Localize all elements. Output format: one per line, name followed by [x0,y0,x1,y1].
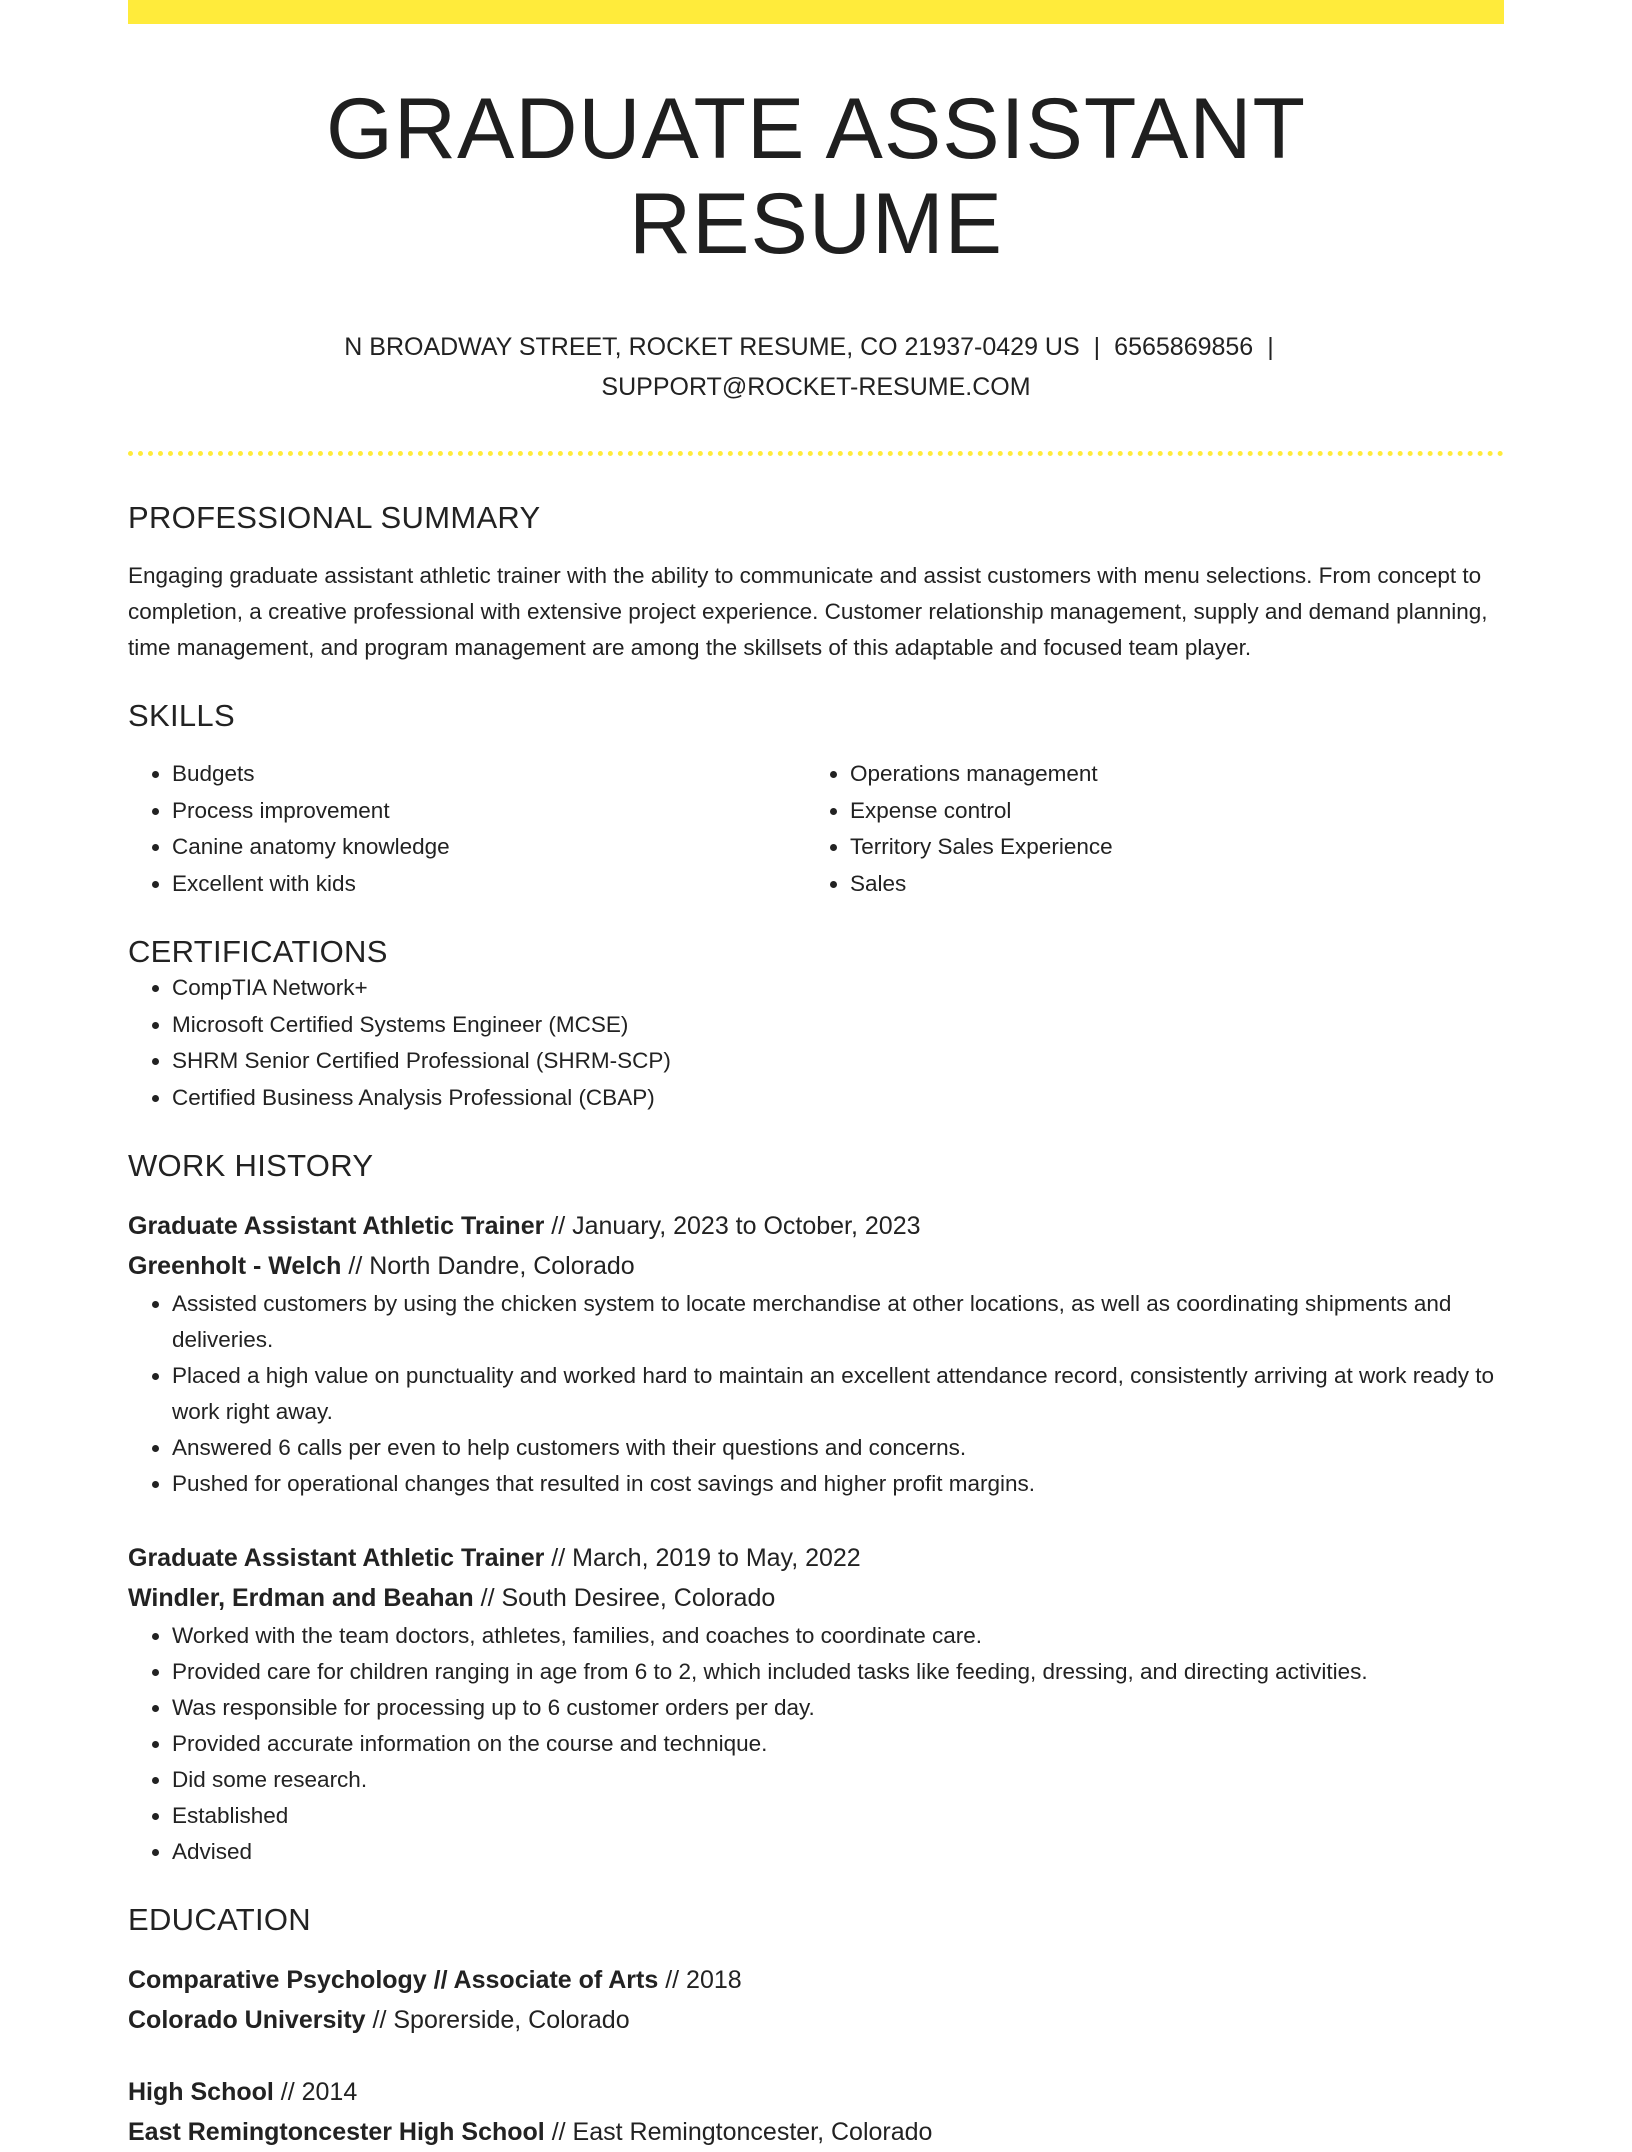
education-degree-line [128,1960,1504,2000]
job-duty-item: • Worked with the team doctors, athletes, families, and coaches to coordinate care. [172,1618,1504,1654]
skills-list-right [806,756,1484,902]
skills-column-left [128,756,806,902]
education-heading: EDUCATION [128,1902,311,1938]
education-school-line [128,2112,1504,2152]
header-divider [128,451,1504,456]
contact-separator: | [1267,333,1274,362]
skills-list-left [128,756,806,902]
education-location: East Remingtoncester, Colorado [572,2118,933,2147]
education-degree-line [128,2072,1504,2112]
job-company: Greenholt - Welch [128,1252,342,1281]
certifications-heading: CERTIFICATIONS [128,934,388,970]
education-degree: High School [128,2078,274,2107]
contact-email: SUPPORT@ROCKET-RESUME.COM [601,373,1031,402]
job-divider: // [341,1252,370,1281]
education-entry [128,1960,1504,2040]
education-divider: // [365,2006,394,2035]
job-divider: // [544,1212,573,1241]
skill-item: • Canine anatomy knowledge [172,829,806,866]
resume-title: GRADUATE ASSISTANT RESUME [325,81,1307,272]
job-company-line [128,1578,1504,1618]
certification-item: • Microsoft Certified Systems Engineer (MCSE) [172,1007,1504,1044]
skill-item: • Sales [850,866,1484,903]
resume-page [128,0,1504,2152]
education-divider: // [658,1966,687,1995]
job-location: South Desiree, Colorado [501,1584,776,1613]
education-year: 2018 [686,1966,742,1995]
job-divider: // [473,1584,502,1613]
job-duty-item: • Placed a high value on punctuality and worked hard to maintain an excellent attendance record, consistently arriving at work ready to work right away. [172,1358,1504,1430]
education-school-line [128,2000,1504,2040]
job-title-line [128,1206,1504,1246]
job-duties-list [128,1286,1504,1502]
job-entry [128,1206,1504,1502]
job-duty-item: • Provided care for children ranging in age from 6 to 2, which included tasks like feeding, dressing, and directing activities. [172,1654,1504,1690]
contact-info [128,327,1504,407]
skill-item: • Expense control [850,793,1484,830]
job-entry [128,1538,1504,1870]
contact-address: N BROADWAY STREET, ROCKET RESUME, CO 21937-0429 US [344,333,1080,362]
education-school: Colorado University [128,2006,366,2035]
job-duty-item: • Advised [172,1834,1504,1870]
certification-item: • Certified Business Analysis Professional (CBAP) [172,1080,1504,1117]
skill-item: • Excellent with kids [172,866,806,903]
job-dates: January, 2023 to October, 2023 [572,1212,921,1241]
job-duty-item: • Established [172,1798,1504,1834]
education-school: East Remingtoncester High School [128,2118,545,2147]
job-duty-item: • Answered 6 calls per even to help customers with their questions and concerns. [172,1430,1504,1466]
education-divider: // [273,2078,302,2107]
job-title: Graduate Assistant Athletic Trainer [128,1212,545,1241]
education-year: 2014 [301,2078,358,2107]
skill-item: • Operations management [850,756,1484,793]
education-entry [128,2072,1504,2152]
education-location: Sporerside, Colorado [393,2006,630,2035]
job-duty-item: • Provided accurate information on the course and technique. [172,1726,1504,1762]
contact-separator: | [1093,333,1101,362]
skills-column-right [806,756,1484,902]
job-duties-list [128,1618,1504,1870]
summary-heading: PROFESSIONAL SUMMARY [128,500,541,536]
job-dates: March, 2019 to May, 2022 [572,1544,861,1573]
skill-item: • Budgets [172,756,806,793]
job-duty-item: • Was responsible for processing up to 6 customer orders per day. [172,1690,1504,1726]
job-title: Graduate Assistant Athletic Trainer [128,1544,545,1573]
skills-heading: SKILLS [128,698,235,734]
job-company-line [128,1246,1504,1286]
certification-item: • CompTIA Network+ [172,970,1504,1007]
summary-text: Engaging graduate assistant athletic trainer with the ability to communicate and assist customers with menu selections. From concept to completion, a creative professional with extensive project experience. Customer relationship management, supply and demand planning, time management, and program management are among the skillsets of this adaptable and focused team player. [128,563,1488,661]
job-location: North Dandre, Colorado [369,1252,635,1281]
skills-grid [128,756,1504,902]
job-duty-item: • Did some research. [172,1762,1504,1798]
job-title-line [128,1538,1504,1578]
education-divider: // [544,2118,573,2147]
job-duty-item: • Assisted customers by using the chicken system to locate merchandise at other locations, as well as coordinating shipments and deliveries. [172,1286,1504,1358]
skill-item: • Territory Sales Experience [850,829,1484,866]
certifications-list [128,970,1504,1116]
skill-item: • Process improvement [172,793,806,830]
job-duty-item: • Pushed for operational changes that resulted in cost savings and higher profit margins. [172,1466,1504,1502]
job-company: Windler, Erdman and Beahan [128,1584,474,1613]
job-divider: // [544,1544,573,1573]
work-history-heading: WORK HISTORY [128,1148,374,1184]
contact-phone: 6565869856 [1114,333,1254,362]
education-degree: Comparative Psychology // Associate of Arts [128,1966,659,1995]
certification-item: • SHRM Senior Certified Professional (SHRM-SCP) [172,1043,1504,1080]
